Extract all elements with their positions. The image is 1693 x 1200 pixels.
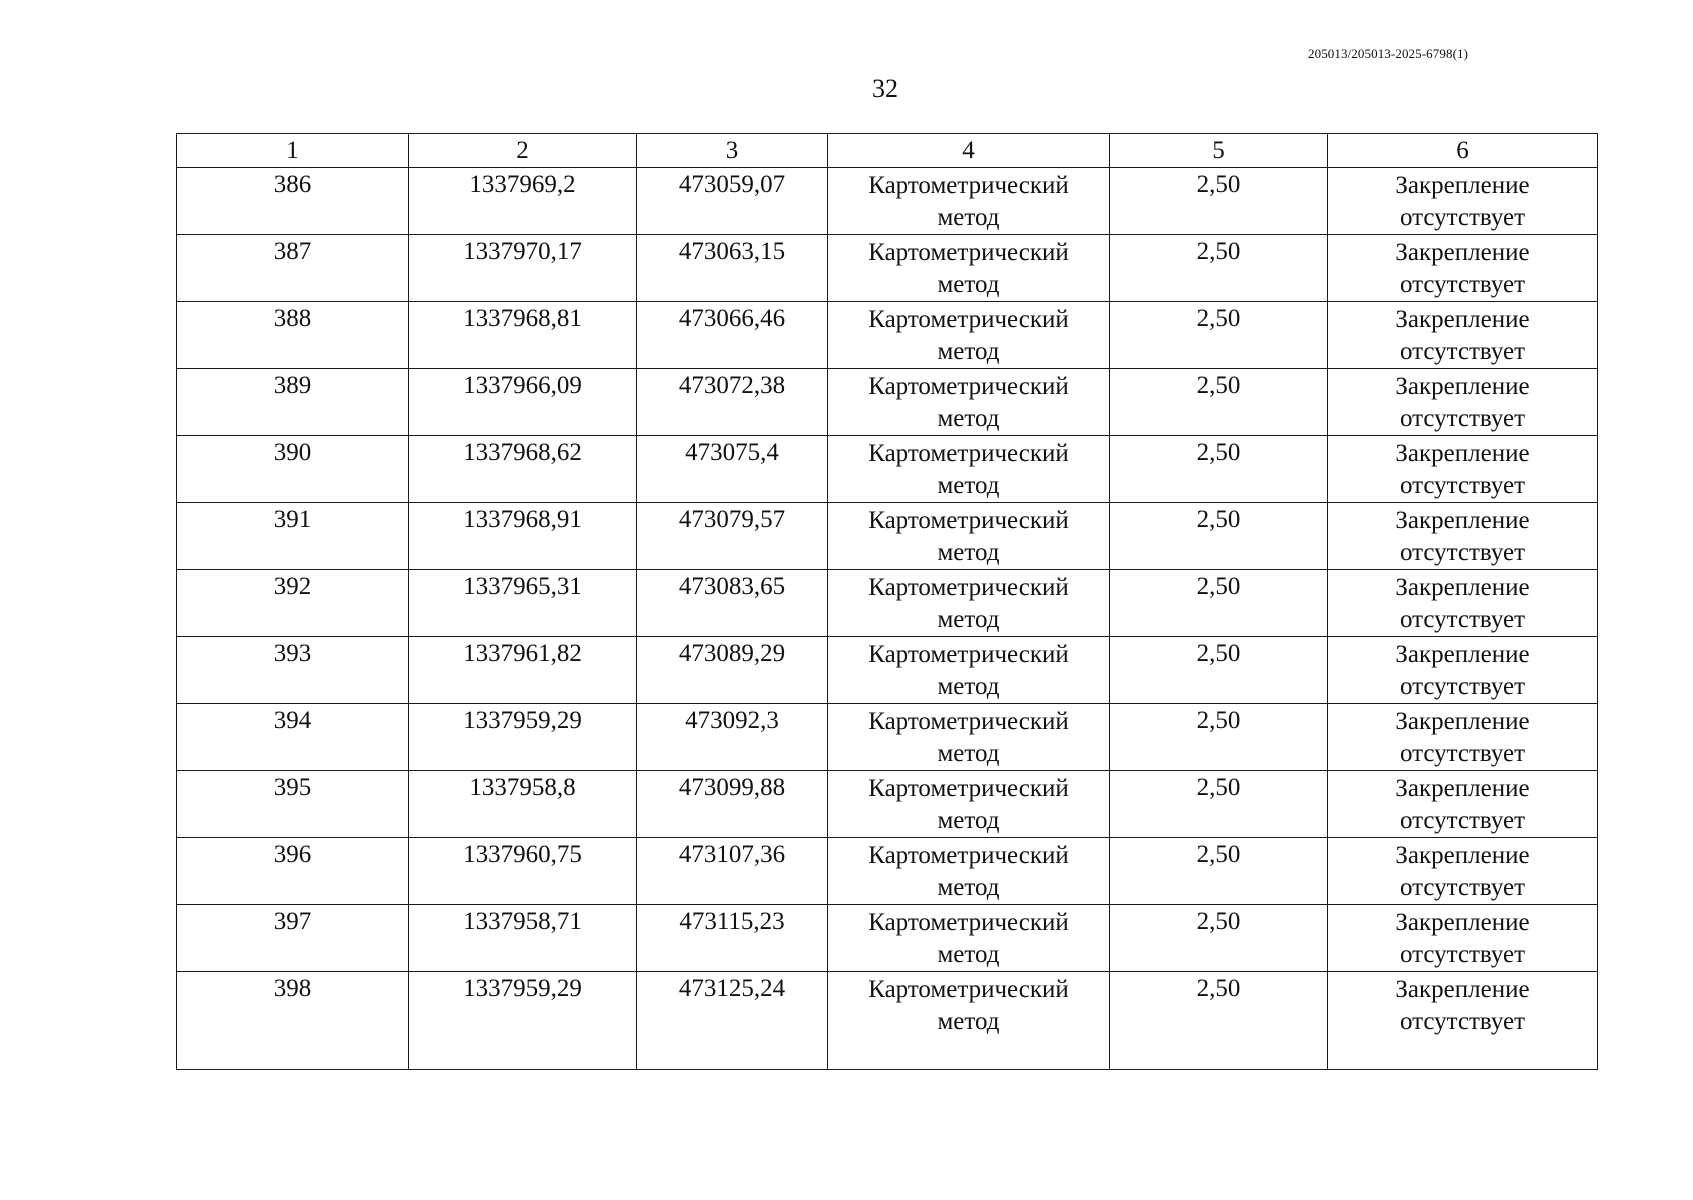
table-row [177, 168, 1598, 235]
table-row [177, 436, 1598, 503]
column-header-2: 2 [409, 134, 637, 168]
table-row [177, 771, 1598, 838]
method-cell [828, 771, 1110, 838]
method-cell-line: метод [937, 472, 1000, 499]
method-cell-line: Картометрический [868, 909, 1069, 936]
fixing-cell-line: отсутствует [1399, 405, 1526, 432]
fixing-cell-line: Закрепление [1395, 842, 1530, 869]
column-header-5: 5 [1110, 134, 1328, 168]
point-number-cell: 388 [177, 302, 409, 369]
table-row [177, 503, 1598, 570]
method-cell [828, 905, 1110, 972]
x-coordinate-cell: 1337968,91 [409, 503, 637, 570]
column-header-6: 6 [1328, 134, 1598, 168]
method-cell [828, 369, 1110, 436]
point-number-cell: 394 [177, 704, 409, 771]
fixing-cell-line: Закрепление [1395, 775, 1530, 802]
x-coordinate-cell: 1337958,8 [409, 771, 637, 838]
method-cell [828, 235, 1110, 302]
y-coordinate-cell: 473066,46 [637, 302, 828, 369]
x-coordinate-cell: 1337960,75 [409, 838, 637, 905]
point-number-cell: 397 [177, 905, 409, 972]
y-coordinate-cell: 473125,24 [637, 972, 828, 1070]
fixing-cell-line: Закрепление [1395, 574, 1530, 601]
fixing-cell [1328, 235, 1598, 302]
fixing-cell-line: Закрепление [1395, 440, 1530, 467]
point-number-cell: 390 [177, 436, 409, 503]
fixing-cell [1328, 905, 1598, 972]
fixing-cell [1328, 972, 1598, 1070]
accuracy-cell: 2,50 [1110, 235, 1328, 302]
x-coordinate-cell: 1337958,71 [409, 905, 637, 972]
document-id: 205013/205013-2025-6798(1) [1308, 46, 1469, 61]
fixing-cell-line: отсутствует [1399, 204, 1526, 231]
fixing-cell-line: Закрепление [1395, 909, 1530, 936]
y-coordinate-cell: 473089,29 [637, 637, 828, 704]
table-row [177, 369, 1598, 436]
fixing-cell-line: отсутствует [1399, 941, 1526, 968]
point-number-cell: 396 [177, 838, 409, 905]
method-cell-line: Картометрический [868, 976, 1069, 1003]
accuracy-cell: 2,50 [1110, 838, 1328, 905]
y-coordinate-cell: 473107,36 [637, 838, 828, 905]
table-row [177, 637, 1598, 704]
fixing-cell [1328, 302, 1598, 369]
x-coordinate-cell: 1337959,29 [409, 704, 637, 771]
fixing-cell-line: отсутствует [1399, 874, 1526, 901]
fixing-cell [1328, 369, 1598, 436]
fixing-cell [1328, 570, 1598, 637]
y-coordinate-cell: 473099,88 [637, 771, 828, 838]
method-cell [828, 838, 1110, 905]
point-number-cell: 395 [177, 771, 409, 838]
fixing-cell-line: Закрепление [1395, 976, 1530, 1003]
fixing-cell-line: отсутствует [1399, 271, 1526, 298]
fixing-cell-line: отсутствует [1399, 539, 1526, 566]
fixing-cell [1328, 436, 1598, 503]
y-coordinate-cell: 473059,07 [637, 168, 828, 235]
method-cell-line: Картометрический [868, 172, 1069, 199]
method-cell [828, 302, 1110, 369]
method-cell-line: Картометрический [868, 507, 1069, 534]
point-number-cell: 392 [177, 570, 409, 637]
fixing-cell-line: отсутствует [1399, 606, 1526, 633]
table-row [177, 302, 1598, 369]
fixing-cell-line: Закрепление [1395, 172, 1530, 199]
method-cell-line: метод [937, 941, 1000, 968]
accuracy-cell: 2,50 [1110, 369, 1328, 436]
x-coordinate-cell: 1337959,29 [409, 972, 637, 1070]
method-cell-line: метод [937, 338, 1000, 365]
point-number-cell: 398 [177, 972, 409, 1070]
method-cell-line: Картометрический [868, 239, 1069, 266]
table-row [177, 704, 1598, 771]
accuracy-cell: 2,50 [1110, 972, 1328, 1070]
fixing-cell-line: отсутствует [1399, 472, 1526, 499]
y-coordinate-cell: 473063,15 [637, 235, 828, 302]
accuracy-cell: 2,50 [1110, 771, 1328, 838]
fixing-cell [1328, 771, 1598, 838]
x-coordinate-cell: 1337961,82 [409, 637, 637, 704]
x-coordinate-cell: 1337968,81 [409, 302, 637, 369]
point-number-cell: 386 [177, 168, 409, 235]
fixing-cell-line: Закрепление [1395, 708, 1530, 735]
method-cell-line: Картометрический [868, 373, 1069, 400]
fixing-cell [1328, 704, 1598, 771]
x-coordinate-cell: 1337965,31 [409, 570, 637, 637]
fixing-cell-line: Закрепление [1395, 306, 1530, 333]
column-header-1: 1 [177, 134, 409, 168]
table-row [177, 838, 1598, 905]
method-cell-line: Картометрический [868, 440, 1069, 467]
accuracy-cell: 2,50 [1110, 704, 1328, 771]
method-cell-line: Картометрический [868, 574, 1069, 601]
fixing-cell-line: Закрепление [1395, 507, 1530, 534]
table-row [177, 570, 1598, 637]
fixing-cell-line: отсутствует [1399, 338, 1526, 365]
method-cell-line: метод [937, 405, 1000, 432]
method-cell [828, 570, 1110, 637]
method-cell-line: метод [937, 673, 1000, 700]
method-cell-line: Картометрический [868, 775, 1069, 802]
point-number-cell: 389 [177, 369, 409, 436]
fixing-cell-line: отсутствует [1399, 807, 1526, 834]
accuracy-cell: 2,50 [1110, 503, 1328, 570]
fixing-cell [1328, 637, 1598, 704]
fixing-cell-line: отсутствует [1399, 673, 1526, 700]
fixing-cell-line: отсутствует [1399, 740, 1526, 767]
y-coordinate-cell: 473075,4 [637, 436, 828, 503]
method-cell-line: метод [937, 874, 1000, 901]
table-row [177, 905, 1598, 972]
method-cell-line: Картометрический [868, 641, 1069, 668]
method-cell [828, 637, 1110, 704]
y-coordinate-cell: 473115,23 [637, 905, 828, 972]
table-header-row [177, 134, 1598, 168]
accuracy-cell: 2,50 [1110, 637, 1328, 704]
page-number: 32 [872, 74, 898, 103]
table-body [177, 168, 1598, 1070]
method-cell [828, 436, 1110, 503]
accuracy-cell: 2,50 [1110, 436, 1328, 503]
x-coordinate-cell: 1337969,2 [409, 168, 637, 235]
fixing-cell [1328, 503, 1598, 570]
x-coordinate-cell: 1337968,62 [409, 436, 637, 503]
column-header-4: 4 [828, 134, 1110, 168]
table-row [177, 972, 1598, 1070]
method-cell-line: метод [937, 539, 1000, 566]
fixing-cell-line: отсутствует [1399, 1008, 1526, 1035]
point-number-cell: 391 [177, 503, 409, 570]
fixing-cell-line: Закрепление [1395, 373, 1530, 400]
fixing-cell-line: Закрепление [1395, 239, 1530, 266]
accuracy-cell: 2,50 [1110, 302, 1328, 369]
table-row [177, 235, 1598, 302]
method-cell-line: метод [937, 807, 1000, 834]
method-cell-line: метод [937, 271, 1000, 298]
method-cell [828, 168, 1110, 235]
fixing-cell-line: Закрепление [1395, 641, 1530, 668]
accuracy-cell: 2,50 [1110, 168, 1328, 235]
x-coordinate-cell: 1337966,09 [409, 369, 637, 436]
method-cell-line: Картометрический [868, 842, 1069, 869]
method-cell-line: метод [937, 1008, 1000, 1035]
method-cell-line: метод [937, 606, 1000, 633]
y-coordinate-cell: 473072,38 [637, 369, 828, 436]
column-header-3: 3 [637, 134, 828, 168]
fixing-cell [1328, 838, 1598, 905]
method-cell-line: Картометрический [868, 708, 1069, 735]
method-cell-line: Картометрический [868, 306, 1069, 333]
fixing-cell [1328, 168, 1598, 235]
accuracy-cell: 2,50 [1110, 905, 1328, 972]
y-coordinate-cell: 473083,65 [637, 570, 828, 637]
method-cell [828, 972, 1110, 1070]
y-coordinate-cell: 473079,57 [637, 503, 828, 570]
method-cell [828, 503, 1110, 570]
accuracy-cell: 2,50 [1110, 570, 1328, 637]
method-cell-line: метод [937, 204, 1000, 231]
method-cell [828, 704, 1110, 771]
point-number-cell: 387 [177, 235, 409, 302]
x-coordinate-cell: 1337970,17 [409, 235, 637, 302]
coordinates-table [176, 133, 1598, 1070]
method-cell-line: метод [937, 740, 1000, 767]
y-coordinate-cell: 473092,3 [637, 704, 828, 771]
point-number-cell: 393 [177, 637, 409, 704]
